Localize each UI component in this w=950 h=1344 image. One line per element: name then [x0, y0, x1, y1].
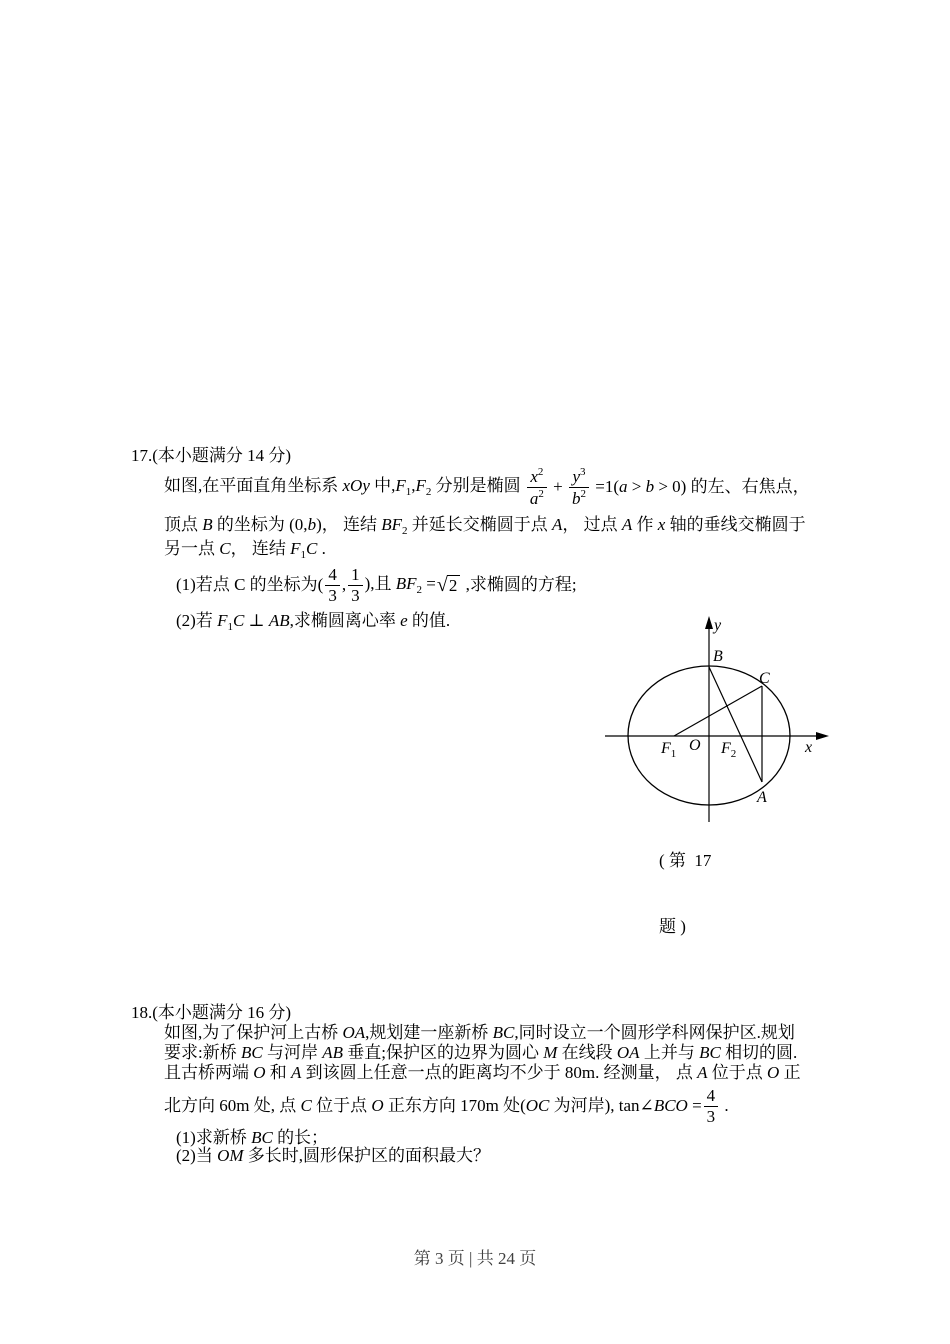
comma-separator: ,	[341, 574, 347, 594]
radicand: 2	[447, 575, 461, 594]
q17-part2: (2)若 $F_1C$ ⊥ AB,求椭圆离心率 e 的值.	[176, 611, 451, 633]
fraction-numerator: $y^3$	[572, 466, 586, 487]
fraction-denominator: 3	[348, 585, 363, 605]
fraction-numerator: 4	[328, 565, 337, 585]
q18-part1: (1)求新桥 BC 的长；	[176, 1128, 329, 1147]
q17-header: 17.(本小题满分 14 分)	[131, 446, 292, 465]
fraction-numerator: $x^2$	[530, 466, 544, 487]
label-focus-F2: $F_2$	[721, 740, 737, 761]
q17-part1-text-b: ),且 $BF_2$ =	[364, 573, 436, 596]
radical-sign: √	[436, 574, 448, 596]
q18-line4	[164, 1086, 729, 1126]
q18-header: 18.(本小题满分 16 分)	[131, 1003, 292, 1022]
q17-part1-text-c: ,求椭圆的方程;	[461, 574, 577, 594]
fraction-x2-a2	[527, 466, 547, 507]
q17-line1	[164, 464, 810, 510]
fraction-denominator: 3	[704, 1106, 719, 1126]
figure-17-canvas	[590, 606, 840, 828]
chord-F1-to-C	[674, 686, 762, 736]
q18-line4-text-a: 北方向 60m 处, 点 C 位于点 O 正东方向 170m 处(OC 为河岸), tan∠BCO =	[164, 1095, 702, 1115]
figure-caption-line2: 题 )	[659, 917, 686, 936]
plus-operator: +	[548, 476, 567, 496]
fraction-numerator: 1	[351, 565, 360, 585]
chord-B-to-A	[709, 667, 762, 782]
label-point-C: C	[759, 670, 770, 688]
label-point-A: A	[757, 789, 767, 807]
q17-line3: 另一点 C， 连结 $F_1C$ .	[164, 539, 326, 561]
figure-17-caption	[659, 806, 711, 982]
q17-line1-text-a: 如图,在平面直角坐标系 xOy 中$,F_1,F_2$ 分别是椭圆	[164, 475, 525, 498]
fraction-denominator: $a^2$	[527, 487, 547, 508]
q17-part1	[176, 565, 577, 605]
x-axis-arrow-icon	[816, 732, 829, 740]
figure-17	[573, 586, 823, 808]
label-x-axis: x	[805, 739, 813, 757]
q17-part1-text-a: (1)若点 C 的坐标为(	[176, 574, 324, 594]
label-point-B: B	[713, 648, 723, 666]
label-origin-O: O	[689, 737, 701, 755]
q17-line1-text-b: =1(a > b > 0) 的左、右焦点，	[591, 476, 810, 496]
fraction-1-3	[348, 565, 363, 604]
fraction-denominator: 3	[325, 585, 340, 605]
fraction-y3-b2	[569, 466, 589, 507]
fraction-numerator: 4	[706, 1086, 716, 1106]
q18-line3: 且古桥两端 O 和 A 到该圆上任意一点的距离均不少于 80m. 经测量， 点 A 位于点 O 正	[164, 1063, 801, 1082]
label-focus-F1: $F_1$	[661, 740, 677, 761]
label-y-axis: y	[714, 617, 722, 635]
q18-line4-text-b: .	[720, 1095, 729, 1115]
fraction-4-3	[325, 565, 340, 604]
q17-line2: 顶点 B 的坐标为 (0,b)， 连结 $BF_2$ 并延长交椭圆于点 A， 过点 A 作 x 轴的垂线交椭圆于	[164, 515, 806, 537]
figure-caption-line1: ( 第 17	[659, 851, 712, 870]
q18-part2: (2)当 OM 多长时,圆形保护区的面积最大？	[176, 1146, 491, 1165]
fraction-tan-4-3	[704, 1086, 719, 1125]
fraction-denominator: $b^2$	[569, 487, 589, 508]
q18-line1: 如图,为了保护河上古桥 OA,规划建一座新桥 BC,同时设立一个圆形学科网保护区.规划	[164, 1023, 795, 1042]
q18-line2: 要求:新桥 BC 与河岸 AB 垂直;保护区的边界为圆心 M 在线段 OA 上并与 BC 相切的圆.	[164, 1043, 798, 1062]
page-footer: 第 3 页 | 共 24 页	[413, 1249, 537, 1268]
y-axis-arrow-icon	[705, 616, 713, 629]
sqrt-2	[437, 575, 460, 595]
